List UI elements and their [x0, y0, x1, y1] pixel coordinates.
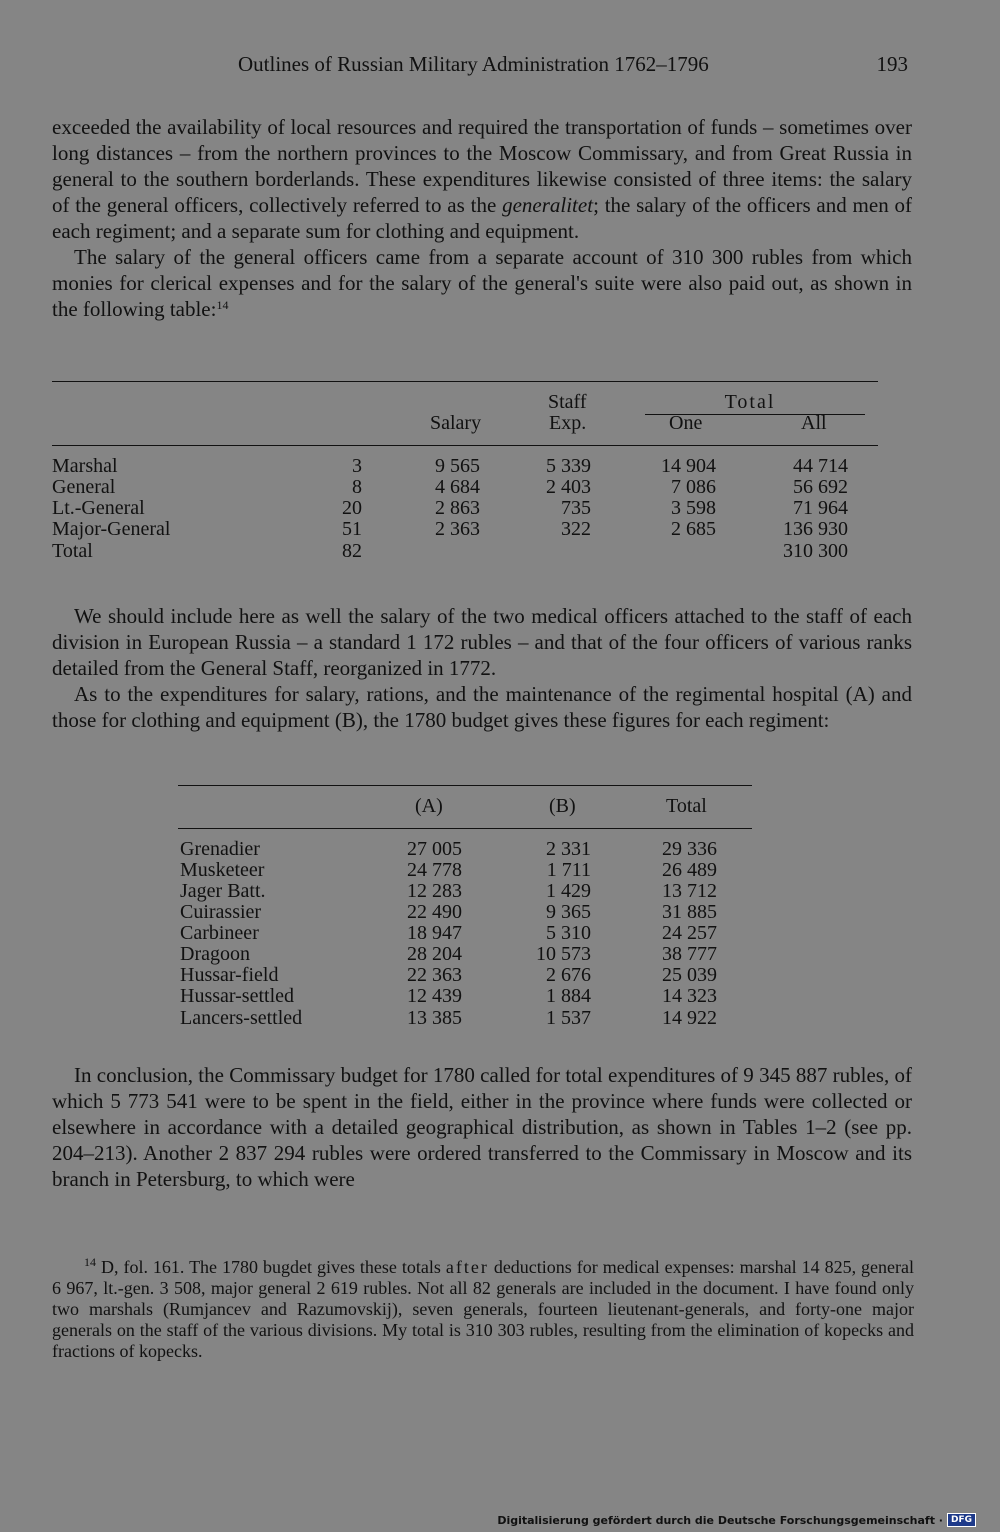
dfg-logo: DFG	[947, 1513, 976, 1527]
col-header-staff-bottom: Exp.	[549, 412, 587, 434]
page-number: 193	[876, 52, 908, 76]
body-text-middle	[52, 603, 912, 733]
col-header-one: One	[669, 412, 703, 434]
col-header-b: (B)	[549, 795, 576, 817]
col-header-total: Total	[724, 391, 776, 413]
col-header-all: All	[801, 412, 827, 434]
col-header-total: Total	[666, 795, 707, 817]
table-rule-header	[52, 445, 878, 446]
paragraph-2: The salary of the general officers came from a separate account of 310 300 rubles from which monies for clerical expenses and for the salary of the general's suite were also paid out, as shown in the following table:$^{14}$	[52, 245, 912, 321]
footnote: $^{14}$ D, fol. 161. The 1780 bugdet gives these totals after deductions for medical expenses: marshal 14 825, general 6 967, lt.-gen. 3 508, major general 2 619 rubles. Not all 82 generals are included in the document. I have found only two marshals (Rumjancev and Razumovskij), seven generals, fourteen lieutenant-generals, and forty-one major generals on the staff of the various divisions. My total is 310 303 rubles, resulting from the elimination of kopecks and fractions of kopecks.	[52, 1255, 915, 1361]
table-rule-header	[178, 828, 752, 829]
emphasized-word: after	[445, 1257, 489, 1277]
italic-term: generalitet	[502, 193, 594, 217]
col-header-salary: Salary	[430, 412, 482, 434]
table-rule-top	[178, 785, 752, 786]
body-text-bottom	[52, 1062, 912, 1192]
credit-text: Digitalisierung gefördert durch die Deutsche Forschungsgemeinschaft ·	[497, 1513, 943, 1527]
running-title: Outlines of Russian Military Administration 1762–1796	[238, 52, 709, 76]
col-header-staff-top: Staff	[548, 391, 587, 413]
footnote-marker: 14	[84, 1255, 96, 1269]
running-header	[52, 52, 912, 80]
paragraph-4: As to the expenditures for salary, rations, and the maintenance of the regimental hospital (A) and those for clothing and equipment (B), the 1780 budget gives these figures for each regiment:	[52, 682, 912, 732]
footnote-ref: 14	[216, 298, 229, 312]
paragraph-1: exceeded the availability of local resources and required the transportation of funds – sometimes over long distances – from the northern provinces to the Moscow Commissary, and from Great Russia in general to the southern borderlands. These expenditures likewise consisted of three items: the salary of the general officers, collectively referred to as the generalitet; the salary of the officers and men of each regiment; and a separate sum for clothing and equipment.	[52, 115, 913, 243]
table-rule-top	[52, 381, 878, 382]
col-header-a: (A)	[415, 795, 443, 817]
paragraph-5: In conclusion, the Commissary budget for 1780 called for total expenditures of 9 345 887 rubles, of which 5 773 541 were to be spent in the field, either in the province where funds were collected or elsewhere in accordance with a detailed geographical distribution, as shown in Tables 1–2 (see pp. 204–213). Another 2 837 294 rubles were ordered transferred to the Commissary in Moscow and its branch in Petersburg, to which were	[52, 1063, 912, 1191]
digitization-credit	[497, 1513, 976, 1527]
paragraph-3: We should include here as well the salary of the two medical officers attached to the staff of each division in European Russia – a standard 1 172 rubles – and that of the four officers of various ranks detailed from the General Staff, reorganized in 1772.	[52, 604, 912, 680]
body-text-top	[52, 114, 912, 322]
